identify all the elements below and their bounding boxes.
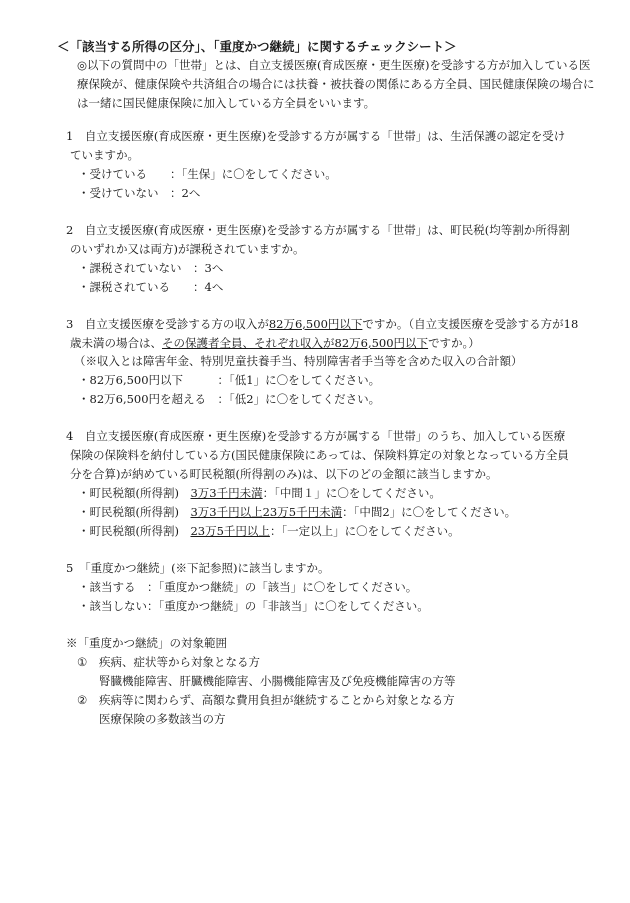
scope-item2-title: 疾病等に関わらず、高額な費用負担が継続することから対象となる方 (99, 693, 455, 707)
q3-option-low1: ・82万6,500円以下 ：「低1」に〇をしてください。 (78, 373, 381, 387)
q1-option-no: ・受けていない ：2へ (78, 186, 201, 200)
q1-text-line1: 1 自立支援医療(育成医療・更生医療)を受診する方が属する「世帯」は、生活保護の認定を受け (66, 129, 566, 143)
q3-text-line1-a: 3 自立支援医療を受診する方の収入が (66, 317, 269, 331)
q5-option-not-applicable: ・該当しない：「重度かつ継続」の「非該当」に〇をしてください。 (78, 599, 429, 613)
q3-guardian-threshold: その保護者全員、それぞれ収入が82万6,500円以下 (162, 336, 429, 350)
scope-item1-number: ① (77, 655, 88, 669)
q4-option-above (78, 522, 460, 540)
q4-opt3-amount: 23万5千円以上 (190, 524, 270, 538)
scope-item1-detail: 腎臓機能障害、肝臓機能障害、小腸機能障害及び免疫機能障害の方等 (99, 674, 456, 688)
q1-option-yes: ・受けている ：「生保」に〇をしてください。 (78, 167, 337, 181)
scope-item1-title: 疾病、症状等から対象となる方 (99, 655, 260, 669)
q3-text-line2-b: ですか。） (428, 336, 480, 350)
q3-income-threshold: 82万6,500円以下 (268, 317, 363, 331)
q2-text-line2: のいずれか又は両方)が課税されていますか。 (70, 242, 305, 256)
q4-opt3-prefix: ・町民税額(所得割) (78, 524, 191, 538)
q4-text-line2: 保険の保険料を納付している方(国民健康保険にあっては、保険料算定の対象となっている方全員 (70, 448, 569, 462)
q3-option-low2: ・82万6,500円を超える ：「低2」に〇をしてください。 (78, 392, 381, 406)
q4-opt1-action: ：「中間１」に〇をしてください。 (262, 486, 441, 500)
q3-text-line1-b: ですか。（自立支援医療を受診する方が18 (362, 317, 579, 331)
q4-text-line3: 分を合算)が納めている町民税額(所得割のみ)は、以下のどの金額に該当しますか。 (70, 467, 498, 481)
q3-text-line1 (66, 315, 578, 333)
q1-text-line2: ていますか。 (70, 148, 139, 162)
q4-option-middle1 (78, 484, 441, 502)
q4-opt2-prefix: ・町民税額(所得割) (78, 505, 191, 519)
q4-opt1-prefix: ・町民税額(所得割) (78, 486, 191, 500)
q3-text-line2-a: 歳未満の場合は、 (70, 336, 162, 350)
q4-opt1-amount: 3万3千円未満 (190, 486, 263, 500)
q2-text-line1: 2 自立支援医療(育成医療・更生医療)を受診する方が属する「世帯」は、町民税(均等割か所得割 (66, 223, 570, 237)
q5-option-applicable: ・該当する ：「重度かつ継続」の「該当」に〇をしてください。 (78, 580, 418, 594)
q4-opt2-action: ：「中間2」に〇をしてください。 (342, 505, 517, 519)
scope-item2-number: ② (77, 693, 88, 707)
scope-item2-detail: 医療保険の多数該当の方 (99, 712, 226, 726)
intro-paragraph: ◎以下の質問中の「世帯」とは、自立支援医療(育成医療・更生医療)を受診する方が加入している医療保険が、健康保険や共済組合の場合には扶養・被扶養の関係にある方全員、国民健康保険の場合には一緒に国民健康保険に加入している方全員をいいます。 (77, 58, 595, 110)
q2-option-not-taxed: ・課税されていない ：3へ (78, 261, 224, 275)
q5-text-line1: 5 「重度かつ継続」(※下記参照)に該当しますか。 (66, 561, 330, 575)
q4-opt2-amount: 3万3千円以上23万5千円未満 (190, 505, 343, 519)
q4-text-line1: 4 自立支援医療(育成医療・更生医療)を受診する方が属する「世帯」のうち、加入している医療 (66, 429, 566, 443)
scope-heading: ※「重度かつ継続」の対象範囲 (66, 636, 227, 650)
page-title: ＜「該当する所得の区分」、「重度かつ継続」に関するチェックシート＞ (57, 39, 457, 54)
q4-option-middle2 (78, 503, 516, 521)
q2-option-taxed: ・課税されている ：4へ (78, 280, 224, 294)
q4-opt3-action: ：「一定以上」に〇をしてください。 (269, 524, 460, 538)
q3-note: （※収入とは障害年金、特別児童扶養手当、特別障害者手当等を含めた収入の合計額） (74, 354, 523, 368)
q3-text-line2 (70, 334, 480, 352)
